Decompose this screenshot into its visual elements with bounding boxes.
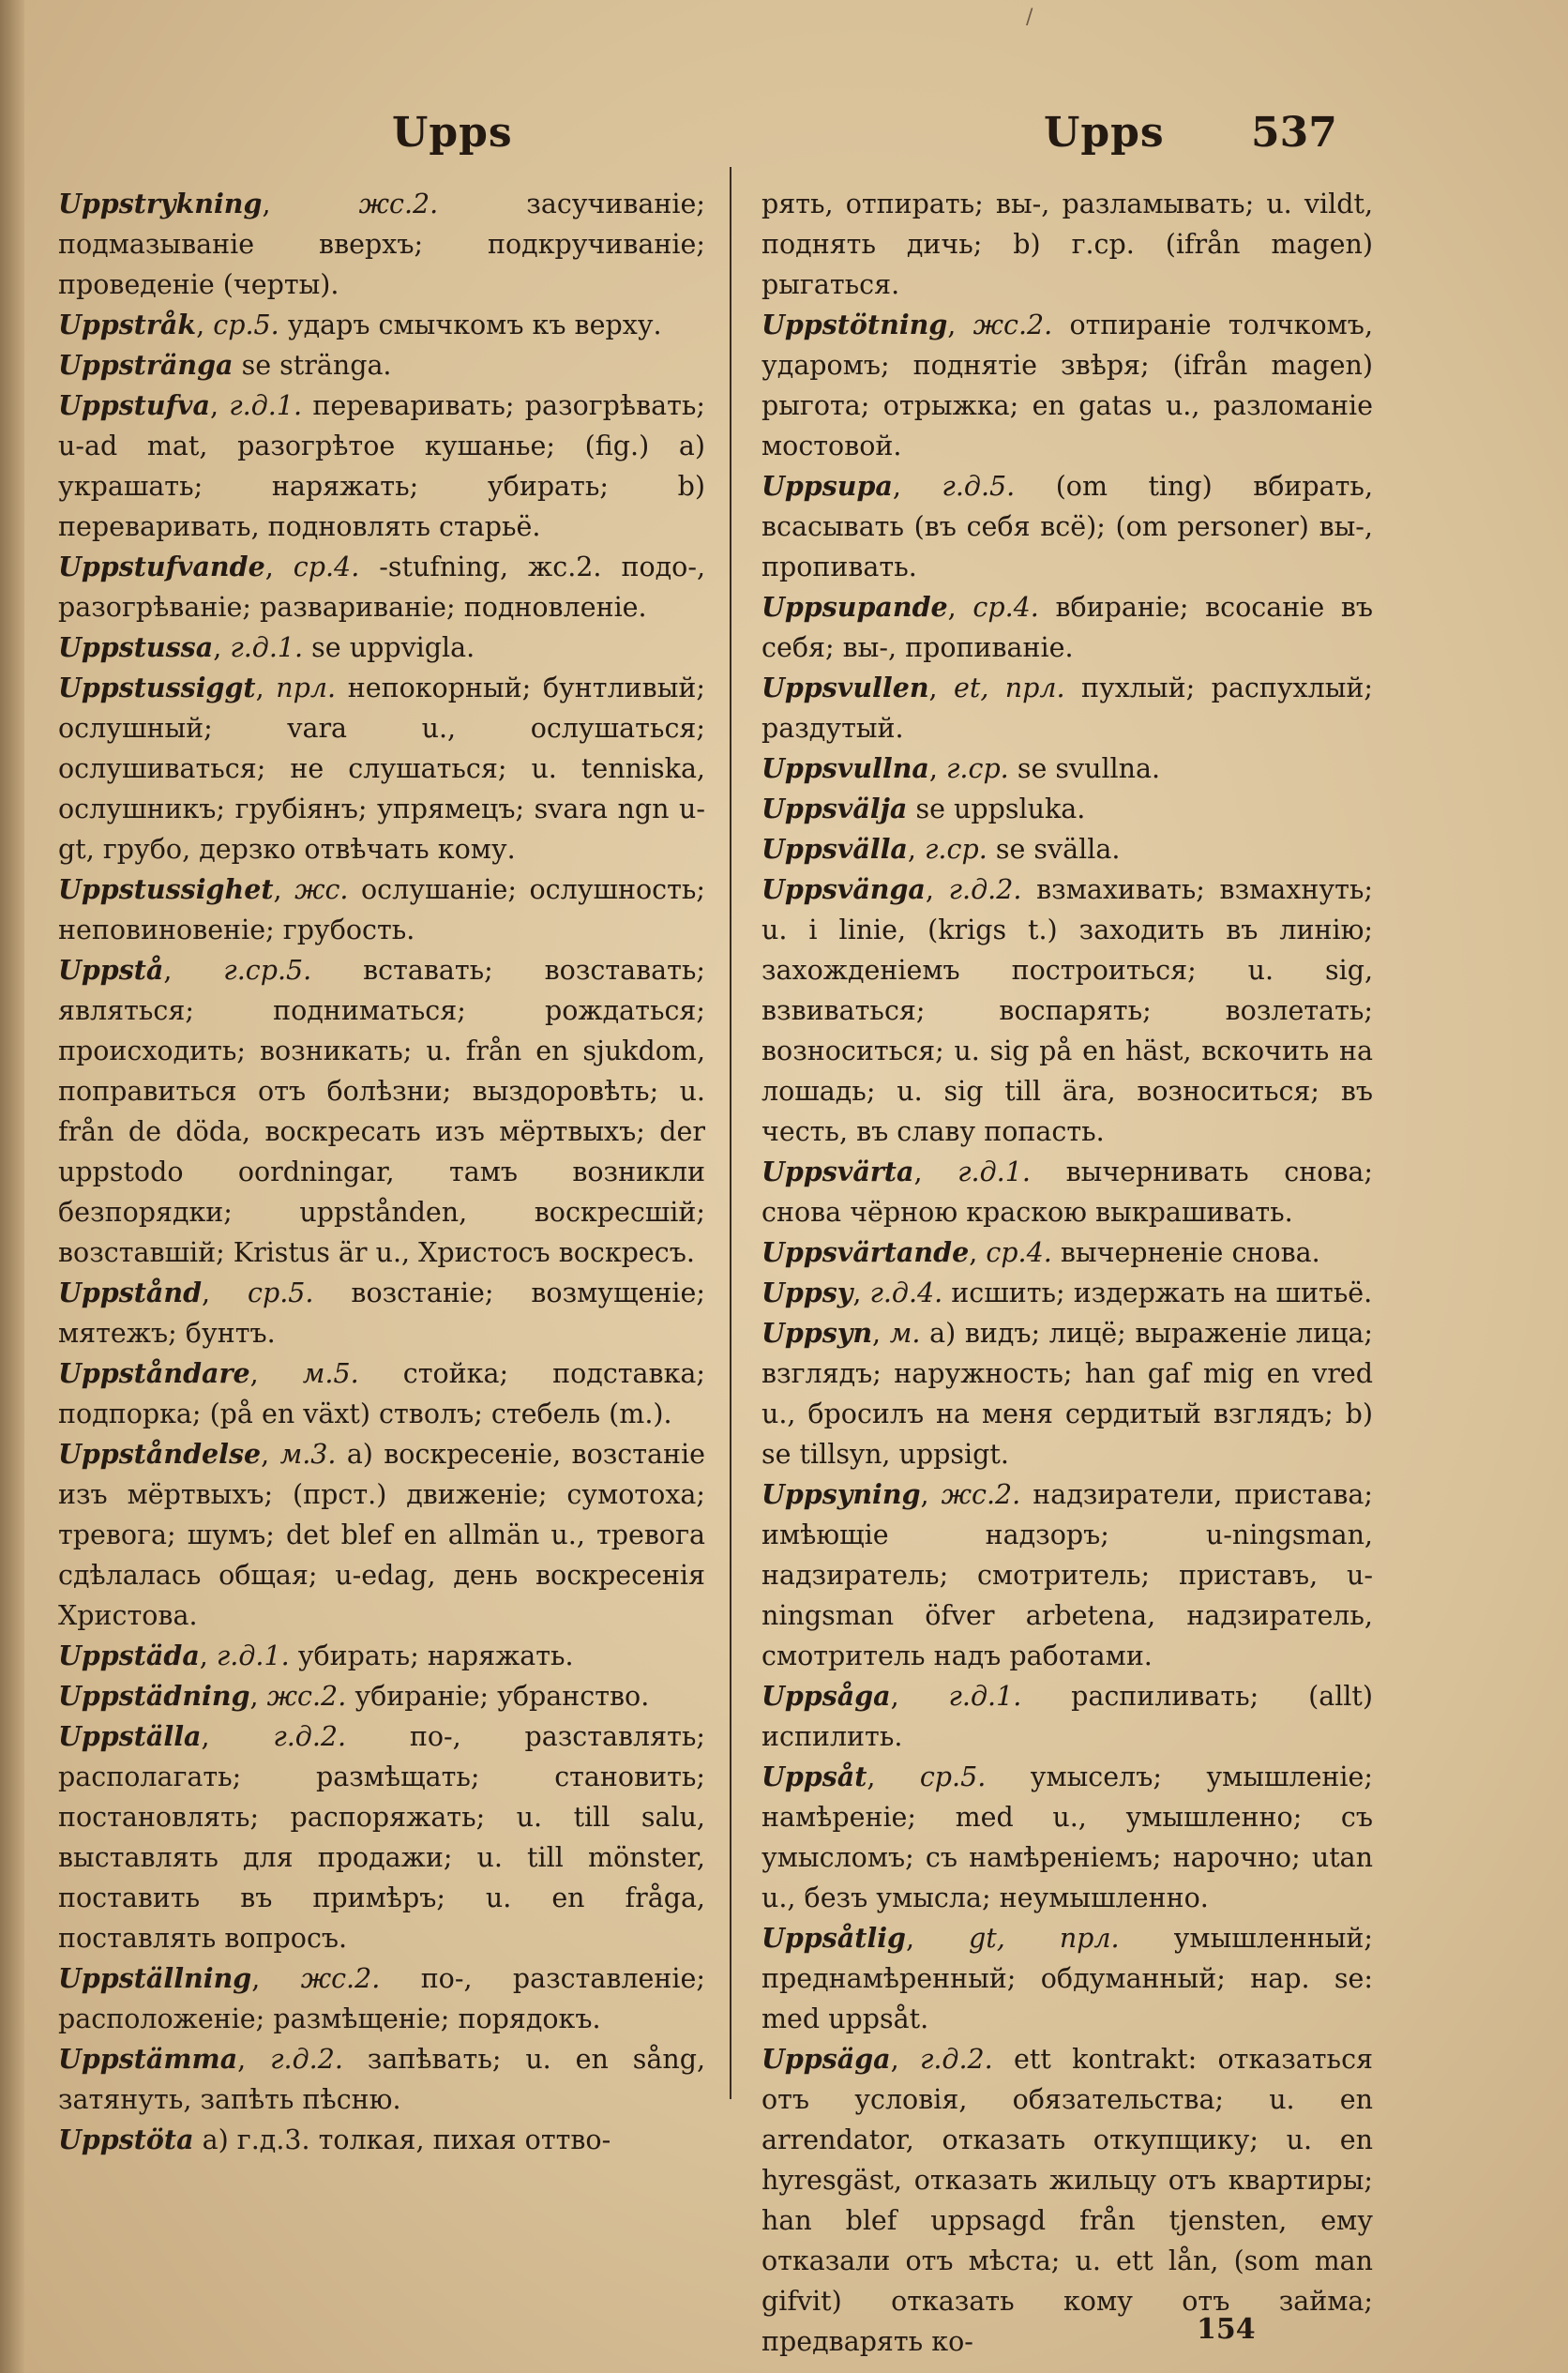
- entry-headword: Uppsyn: [761, 1317, 873, 1349]
- entry-headword: Uppstå: [58, 954, 164, 986]
- entry-grammar: г.д.1.: [216, 1640, 290, 1671]
- entry-headword: Uppsy: [761, 1277, 853, 1308]
- entry-definition: вычернивать снова; снова чёрною краскою выкрашивать.: [761, 1156, 1373, 1228]
- book-spine-edge: [0, 0, 24, 2373]
- entry-grammar: м.: [889, 1318, 921, 1349]
- entry-headword: Uppsäga: [761, 2043, 891, 2075]
- dictionary-entry: Uppsyning, жс.2. надзиратели, пристава; имѣющіе надзоръ; u-ningsman, надзиратель; смотритель; приставъ, u-ningsman öfver arbetena, надзиратель, смотритель надъ работами.: [761, 1478, 1373, 1671]
- dictionary-entry: Uppstå, г.ср.5. вставать; возставать; являться; подниматься; рождаться; происходить; возникать; u. från en sjukdom, поправиться отъ болѣзни; выздоровѣть; u. från de döda, воскресать изъ мёртвыхъ; der uppstodo oordningar, тамъ возникли безпорядки; uppstånden, воскресшій; возставшій; Kristus är u., Христосъ воскресъ.: [58, 954, 706, 1268]
- dictionary-entry: [761, 789, 1373, 829]
- dictionary-entry: Uppsy, г.д.4. исшить; издержать на шитьё.: [761, 1277, 1373, 1308]
- running-head-right: Upps: [1044, 109, 1165, 157]
- entry-definition: вбираніе; всосаніе въ себя; вы-, пропиваніе.: [761, 592, 1374, 663]
- entry-definition: убирать; наряжать.: [297, 1640, 574, 1671]
- entry-headword: Uppståndare: [58, 1357, 250, 1389]
- entry-headword: Uppstämma: [58, 2043, 238, 2075]
- dictionary-entry: Uppsäga, г.д.2. ett kontrakt: отказаться отъ условія, обязательства; u. en arrendator, отказать откупщику; u. en hyresgäst, отказать жильцу отъ квартиры; han blef uppsagd från tjensten, ему отказали отъ мѣста; u. ett lån, (som man gifvit) отказать кому отъ займа; предварять ко-: [761, 2043, 1374, 2357]
- entry-grammar: жс.2.: [266, 1681, 347, 1712]
- entry-definition: a) видъ; лицё; выраженіе лица; взглядъ; наружность; han gaf mig en vred u., бросилъ на меня сердитый взглядъ; b) se tillsyn, uppsigt.: [761, 1318, 1373, 1470]
- dictionary-entry: Uppsvullen, et, прл. пухлый; распухлый; раздутый.: [761, 672, 1373, 744]
- entry-headword: Uppsvullen: [761, 672, 929, 703]
- entry-grammar: м.5.: [302, 1358, 359, 1389]
- entry-definition: вычерненіе снова.: [1060, 1237, 1320, 1268]
- dictionary-entry: Uppsvärtande, ср.4. вычерненіе снова.: [761, 1236, 1320, 1268]
- entry-definition: исшить; издержать на шитьё.: [951, 1277, 1373, 1308]
- dictionary-entry: Uppstötning, жс.2. отпираніе толчкомъ, ударомъ; поднятіе звѣря; (ifrån magen) рыгота; отрыжка; en gatas u., разломаніе мостовой.: [761, 309, 1373, 461]
- entry-grammar: прл.: [276, 673, 337, 703]
- entry-grammar: г.д.2.: [919, 2044, 993, 2075]
- entry-grammar: жс.2.: [358, 189, 439, 219]
- entry-headword: Uppstussa: [58, 631, 214, 663]
- entry-grammar: г.д.4.: [869, 1277, 943, 1308]
- dictionary-entry: Uppsvälla, г.ср. se svälla.: [761, 833, 1121, 865]
- dictionary-entry: Uppsupande, ср.4. вбираніе; всосаніе въ себя; вы-, пропиваніе.: [761, 591, 1374, 663]
- entry-headword: Uppsvälla: [761, 833, 908, 865]
- entry-definition: отпираніе толчкомъ, ударомъ; поднятіе звѣря; (ifrån magen) рыгота; отрыжка; en gatas u., разломаніе мостовой.: [761, 310, 1373, 461]
- dictionary-entry: Uppsvärta, г.д.1. вычернивать снова; снова чёрною краскою выкрашивать.: [761, 1156, 1373, 1228]
- entry-grammar: г.д.2.: [273, 1721, 347, 1752]
- entry-grammar: г.д.1.: [230, 632, 304, 663]
- entry-definition: убираніе; убранство.: [354, 1681, 650, 1712]
- entry-grammar: г.д.2.: [948, 874, 1022, 905]
- dictionary-entry: Uppställning, жс.2. по-, разставленіе; расположеніе; размѣщеніе; порядокъ.: [58, 1962, 706, 2034]
- entry-headword: Uppsvänga: [761, 873, 926, 905]
- dictionary-entry: [58, 2120, 705, 2160]
- entry-headword: Uppstussiggt: [58, 672, 256, 703]
- entry-definition: надзиратели, пристава; имѣющіе надзоръ; u-ningsman, надзиратель; смотритель; приставъ, u-ningsman öfver arbetena, надзиратель, смотритель надъ работами.: [761, 1479, 1373, 1671]
- entry-headword: Uppsvärtande: [761, 1236, 970, 1268]
- dictionary-entry: Uppställa, г.д.2. по-, разставлять; располагать; размѣщать; становить; постановлять; распоряжать; u. till salu, выставлять для продажи; u. till mönster, поставить въ примѣръ; u. en fråga, поставлять вопросъ.: [58, 1720, 706, 1954]
- entry-definition: ударъ смычкомъ къ верху.: [287, 310, 662, 340]
- entry-definition: стойка; подставка; подпорка; (på en växt) стволъ; стебель (m.).: [58, 1358, 705, 1429]
- entry-definition: непокорный; бунтливый; ослушный; vara u., ослушаться; ослушиваться; не слушаться; u. tenniska, ослушникъ; грубіянъ; упрямецъ; svara ngn u-gt, грубо, дерзко отвѣчать кому.: [58, 673, 705, 865]
- entry-definition: по-, разставленіе; расположеніе; размѣщеніе; порядокъ.: [58, 1963, 706, 2034]
- entry-grammar: г.ср.: [946, 753, 1009, 784]
- entry-headword: Uppståndelse: [58, 1438, 262, 1470]
- entry-definition: по-, разставлять; располагать; размѣщать; становить; постановлять; распоряжать; u. till salu, выставлять для продажи; u. till mönster, поставить въ примѣръ; u. en fråga, поставлять вопросъ.: [58, 1721, 706, 1954]
- entry-headword: Uppsvälja: [761, 793, 908, 824]
- dictionary-entry: Uppstussa, г.д.1. se uppvigla.: [58, 631, 475, 663]
- entry-definition: -stufning, жс.2. подо-, разогрѣваніе; развариваніе; подновленіе.: [58, 552, 706, 623]
- dictionary-entry: Uppstussighet, жс. ослушаніе; ослушность; неповиновеніе; грубость.: [58, 873, 705, 945]
- entry-definition: se stränga.: [241, 350, 392, 381]
- entry-grammar: жс.2.: [972, 310, 1053, 340]
- entry-headword: Uppsvärta: [761, 1156, 914, 1187]
- entry-headword: Uppställning: [58, 1962, 252, 1994]
- entry-definition: возстаніе; возмущеніе; мятежъ; бунтъ.: [58, 1277, 706, 1349]
- entry-definition: переваривать; разогрѣвать; u-ad mat, разогрѣтое кушанье; (fig.) a) украшать; наряжать; убирать; b) переваривать, подновлять старьё.: [58, 390, 706, 542]
- entry-headword: Uppstånd: [58, 1277, 203, 1308]
- entry-grammar: жс.2.: [941, 1479, 1021, 1510]
- entry-grammar: ср.5.: [919, 1761, 987, 1792]
- page-number: 537: [1251, 109, 1337, 157]
- entry-grammar: gt, прл.: [969, 1923, 1120, 1954]
- dictionary-entry: Uppstufva, г.д.1. переваривать; разогрѣвать; u-ad mat, разогрѣтое кушанье; (fig.) a) украшать; наряжать; убирать; b) переваривать, подновлять старьё.: [58, 389, 706, 542]
- entry-grammar: ср.4.: [293, 552, 360, 582]
- entry-definition: запѣвать; u. en sång, затянуть, запѣть пѣсню.: [58, 2044, 706, 2115]
- entry-headword: Uppställa: [58, 1720, 202, 1752]
- dictionary-entry: Uppstämma, г.д.2. запѣвать; u. en sång, затянуть, запѣть пѣсню.: [58, 2043, 706, 2115]
- entry-definition: ослушаніе; ослушность; неповиновеніе; грубость.: [58, 874, 705, 945]
- entry-grammar: г.д.1.: [948, 1681, 1022, 1712]
- entry-headword: Uppsyning: [761, 1478, 921, 1510]
- dictionary-entry: Uppsåtlig, gt, прл. умышленный; преднамѣренный; обдуманный; нар. se: med uppsåt.: [761, 1922, 1373, 2034]
- dictionary-entry: Uppstufvande, ср.4. -stufning, жс.2. подо-, разогрѣваніе; развариваніе; подновленіе.: [58, 551, 706, 623]
- top-mark: /: [1026, 6, 1033, 29]
- entry-headword: Uppsvullna: [761, 752, 929, 784]
- dictionary-entry: Uppstädning, жс.2. убираніе; убранство.: [58, 1680, 650, 1712]
- entry-definition: ett kontrakt: отказаться отъ условія, обязательства; u. en arrendator, отказать откупщику; u. en hyresgäst, отказать жильцу отъ квартиры; han blef uppsagd från tjensten, ему отказали отъ мѣста; u. ett lån, (som man gifvit) отказать кому отъ займа; предварять ко-: [761, 2044, 1374, 2357]
- entry-headword: Uppstrykning: [58, 188, 263, 219]
- dictionary-entry: Uppsåt, ср.5. умыселъ; умышленіе; намѣреніе; med u., умышленно; съ умысломъ; съ намѣреніемъ; нарочно; utan u., безъ умысла; неумышленно.: [761, 1761, 1373, 1913]
- entry-grammar: г.ср.: [925, 834, 988, 865]
- entry-headword: Uppsupande: [761, 591, 948, 623]
- entry-grammar: жс.2.: [300, 1963, 381, 1994]
- entry-definition: se uppsluka.: [915, 794, 1086, 824]
- entry-headword: Uppstädning: [58, 1680, 250, 1712]
- dictionary-entry: Uppsvullna, г.ср. se svullna.: [761, 752, 1161, 784]
- entry-grammar: г.д.2.: [270, 2044, 343, 2075]
- dictionary-entry: [58, 345, 705, 385]
- dictionary-entry: Uppstäda, г.д.1. убирать; наряжать.: [58, 1640, 574, 1671]
- entry-definition: засучиваніе; подмазываніе вверхъ; подкручиваніе; проведеніе (черты).: [58, 189, 706, 300]
- entry-grammar: м.3.: [279, 1439, 337, 1470]
- entry-grammar: г.д.1.: [229, 390, 303, 421]
- dictionary-entry: Uppståndare, м.5. стойка; подставка; подпорка; (på en växt) стволъ; стебель (m.).: [58, 1357, 705, 1429]
- entry-grammar: ср.4.: [986, 1237, 1052, 1268]
- entry-grammar: жс.: [294, 874, 349, 905]
- entry-headword: Uppsåt: [761, 1761, 867, 1792]
- right-column: [761, 184, 1373, 2362]
- entry-grammar: г.д.1.: [957, 1156, 1031, 1187]
- entry-grammar: г.ср.5.: [223, 955, 312, 986]
- entry-definition: a) г.д.3. толкая, пихая оттво-: [202, 2124, 611, 2155]
- entry-grammar: ср.5.: [248, 1277, 314, 1308]
- entry-headword: Uppsåga: [761, 1680, 891, 1712]
- entry-definition: se uppvigla.: [311, 632, 475, 663]
- entry-grammar: ср.5.: [213, 310, 279, 340]
- entry-headword: Uppstufvande: [58, 551, 265, 582]
- entry-grammar: et, прл.: [954, 673, 1065, 703]
- entry-definition: пухлый; распухлый; раздутый.: [761, 673, 1373, 744]
- dictionary-entry: Uppsupa, г.д.5. (om ting) вбирать, всасывать (въ себя всё); (om personer) вы-, пропивать.: [761, 470, 1374, 582]
- entry-definition: умыселъ; умышленіе; намѣреніе; med u., умышленно; съ умысломъ; съ намѣреніемъ; нарочно; utan u., безъ умысла; неумышленно.: [761, 1761, 1373, 1913]
- entry-definition: a) воскресеніе, возстаніе изъ мёртвыхъ; (прст.) движеніе; сумотоха; тревога; шумъ; det blef en allmän u., тревога сдѣлалась общая; u-edag, день воскресенія Христова.: [58, 1439, 705, 1631]
- dictionary-entry: Uppstrykning, жс.2. засучиваніе; подмазываніе вверхъ; подкручиваніе; проведеніе (черты).: [58, 188, 706, 300]
- entry-definition: вставать; возставать; являться; подниматься; рождаться; происходить; возникать; u. från en sjukdom, поправиться отъ болѣзни; выздоровѣть; u. från de döda, воскресать изъ мёртвыхъ; der uppstodo oordningar, тамъ возникли безпорядки; uppstånden, воскресшій; возставшій; Kristus är u., Христосъ воскресъ.: [58, 955, 706, 1268]
- entry-definition: умышленный; преднамѣренный; обдуманный; нар. se: med uppsåt.: [761, 1923, 1373, 2034]
- entry-headword: Uppstötning: [761, 309, 948, 340]
- entry-definition: взмахивать; взмахнуть; u. i linie, (krigs t.) заходить въ линію; захожденіемъ построиться; u. sig, взвиваться; воспарять; возлетать; возноситься; u. sig på en häst, вскочить на лошадь; u. sig till ära, возноситься; въ честь, въ славу попасть.: [761, 874, 1373, 1147]
- entry-definition: se svullna.: [1017, 753, 1161, 784]
- entry-headword: Uppstöta: [58, 2124, 194, 2155]
- entry-definition: распиливать; (allt) испилить.: [761, 1681, 1373, 1752]
- signature-mark: 154: [1197, 2313, 1256, 2346]
- column-divider: [730, 167, 731, 2099]
- entry-headword: Uppstäda: [58, 1640, 200, 1671]
- entry-headword: Uppstufva: [58, 389, 210, 421]
- entry-headword: Uppsupa: [761, 470, 893, 502]
- entry-headword: Uppstränga: [58, 349, 234, 381]
- entry-grammar: г.д.5.: [942, 471, 1016, 502]
- left-column: [58, 184, 705, 2160]
- entry-headword: Uppstussighet: [58, 873, 274, 905]
- entry-definition: (om ting) вбирать, всасывать (въ себя всё); (om personer) вы-, пропивать.: [761, 471, 1374, 582]
- dictionary-entry: Uppståndelse, м.3. a) воскресеніе, возстаніе изъ мёртвыхъ; (прст.) движеніе; сумотоха; тревога; шумъ; det blef en allmän u., тревога сдѣлалась общая; u-edag, день воскресенія Христова.: [58, 1438, 705, 1631]
- dictionary-entry: Uppsyn, м. a) видъ; лицё; выраженіе лица; взглядъ; наружность; han gaf mig en vred u., бросилъ на меня сердитый взглядъ; b) se tillsyn, uppsigt.: [761, 1317, 1373, 1470]
- dictionary-entry: Uppsåga, г.д.1. распиливать; (allt) испилить.: [761, 1680, 1373, 1752]
- entry-headword: Uppsåtlig: [761, 1922, 906, 1954]
- entry-headword: Uppstråk: [58, 309, 197, 340]
- entry-grammar: ср.4.: [972, 592, 1039, 623]
- right-column-continuation: рять, отпирать; вы-, разламывать; u. vildt, поднять дичь; b) г.ср. (ifrån magen) рыгаться.: [761, 189, 1373, 300]
- dictionary-entry: Uppstånd, ср.5. возстаніе; возмущеніе; мятежъ; бунтъ.: [58, 1277, 706, 1349]
- dictionary-entry: Uppstussiggt, прл. непокорный; бунтливый; ослушный; vara u., ослушаться; ослушиваться; не слушаться; u. tenniska, ослушникъ; грубіянъ; упрямецъ; svara ngn u-gt, грубо, дерзко отвѣчать кому.: [58, 672, 705, 865]
- dictionary-entry: Uppsvänga, г.д.2. взмахивать; взмахнуть; u. i linie, (krigs t.) заходить въ линію; захожденіемъ построиться; u. sig, взвиваться; воспарять; возлетать; возноситься; u. sig på en häst, вскочить на лошадь; u. sig till ära, возноситься; въ честь, въ славу попасть.: [761, 873, 1373, 1147]
- running-head-left: Upps: [392, 109, 513, 157]
- dictionary-entry: Uppstråk, ср.5. ударъ смычкомъ къ верху.: [58, 309, 662, 340]
- entry-definition: se svälla.: [995, 834, 1121, 865]
